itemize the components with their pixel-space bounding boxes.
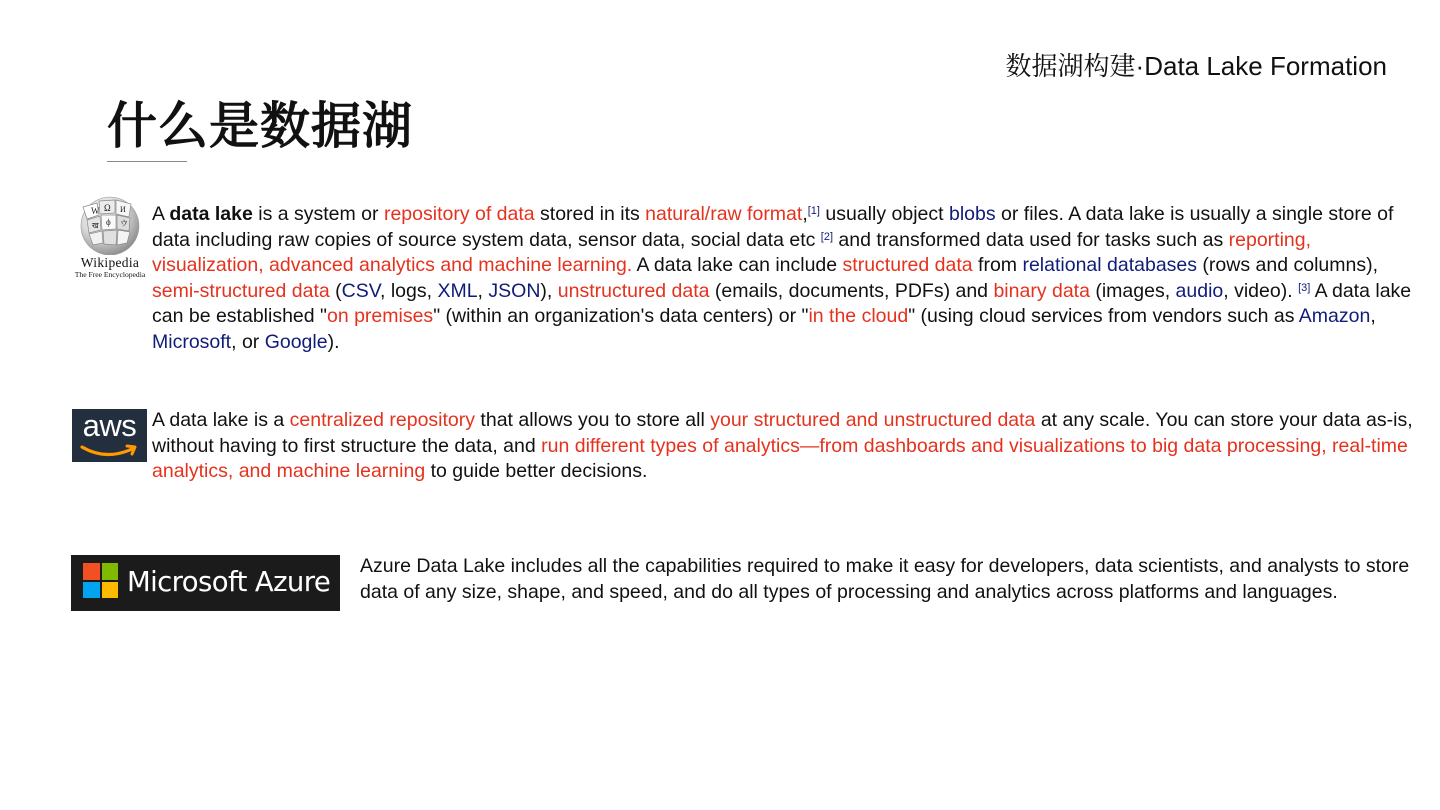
text-run: and transformed data used for tasks such as bbox=[833, 228, 1229, 251]
aws-definition bbox=[152, 408, 1420, 485]
aws-wordmark: aws bbox=[82, 408, 137, 443]
citation-ref[interactable]: [2] bbox=[820, 230, 834, 243]
aws-smile-icon bbox=[72, 409, 147, 462]
text-run: , or bbox=[231, 330, 265, 353]
text-run: semi-structured data bbox=[152, 279, 330, 302]
text-run: your structured and unstructured data bbox=[710, 409, 1036, 431]
azure-wordmark: Microsoft Azure bbox=[127, 566, 331, 598]
title-underline bbox=[107, 161, 187, 162]
text-link[interactable]: XML bbox=[437, 279, 478, 302]
svg-text:ख: ख bbox=[92, 221, 99, 230]
microsoft-azure-logo bbox=[71, 555, 340, 611]
text-run: " (within an organization's data centers) or " bbox=[433, 305, 809, 327]
text-run: reporting, visualization, advanced analytics and machine learning. bbox=[152, 228, 1312, 276]
text-run: from bbox=[972, 254, 1023, 276]
wikipedia-logo bbox=[72, 193, 148, 279]
text-run: , bbox=[477, 279, 489, 302]
svg-text:И: И bbox=[120, 205, 126, 214]
text-link[interactable]: Google bbox=[264, 330, 328, 353]
text-run: (emails, documents, PDFs) and bbox=[709, 279, 994, 302]
text-run: A data lake is a bbox=[152, 409, 290, 431]
text-run: structured data bbox=[842, 254, 973, 276]
text-run: or files. A data lake is usually a single store of data including raw copies of source system data, sensor data, social data etc bbox=[152, 203, 1394, 251]
text-run: , logs, bbox=[379, 279, 438, 302]
text-run: A data lake can be established " bbox=[152, 279, 1412, 327]
page-title: 什么是数据湖 bbox=[107, 97, 413, 155]
citation-ref[interactable]: [1] bbox=[807, 205, 820, 217]
svg-text:Ω: Ω bbox=[104, 203, 111, 213]
svg-text:ϕ: ϕ bbox=[106, 217, 111, 227]
text-run: binary data bbox=[993, 279, 1090, 302]
text-link[interactable]: JSON bbox=[488, 279, 541, 302]
text-run: natural/raw format bbox=[645, 203, 803, 225]
wikipedia-definition bbox=[152, 202, 1420, 355]
wikipedia-wordmark: Wikipedia bbox=[80, 255, 140, 270]
text-run: (images, bbox=[1089, 279, 1176, 302]
text-run: ), bbox=[540, 279, 558, 302]
text-run: is a system or bbox=[252, 203, 384, 225]
text-link[interactable]: relational databases bbox=[1022, 254, 1198, 276]
text-link[interactable]: audio bbox=[1175, 279, 1224, 302]
azure-definition bbox=[360, 554, 1420, 605]
text-run: unstructured data bbox=[557, 279, 710, 302]
header-title: 数据湖构建·Data Lake Formation bbox=[1005, 51, 1387, 81]
microsoft-squares-icon bbox=[83, 563, 119, 599]
text-run: (rows and columns), bbox=[1197, 254, 1378, 276]
text-run: data lake bbox=[169, 203, 253, 225]
text-run: A data lake can include bbox=[632, 254, 843, 276]
text-run: centralized repository bbox=[289, 409, 476, 431]
text-link[interactable]: CSV bbox=[341, 279, 380, 302]
text-run: " (using cloud services from vendors such as bbox=[908, 305, 1299, 327]
text-run: that allows you to store all bbox=[475, 409, 711, 431]
svg-text:ウ: ウ bbox=[120, 219, 128, 228]
text-link[interactable]: Microsoft bbox=[152, 330, 232, 353]
text-run: stored in its bbox=[534, 203, 646, 225]
text-run: , video). bbox=[1223, 279, 1299, 302]
text-run: on premises bbox=[326, 305, 434, 327]
citation-ref[interactable]: [3] bbox=[1298, 281, 1311, 294]
wikipedia-tagline: The Free Encyclopedia bbox=[74, 270, 146, 279]
text-run: repository of data bbox=[383, 203, 535, 225]
text-run: in the cloud bbox=[808, 305, 909, 327]
text-run: ( bbox=[329, 279, 342, 302]
text-run: , bbox=[802, 203, 808, 225]
aws-logo bbox=[72, 409, 147, 462]
text-run: Azure Data Lake includes all the capabilities required to make it easy for developers, data scientists, and analysts to store data of any size, shape, and speed, and do all types of processing and analytics across platforms and languages. bbox=[360, 555, 1410, 603]
text-run: ). bbox=[327, 330, 340, 353]
text-link[interactable]: blobs bbox=[948, 203, 996, 225]
text-link[interactable]: Amazon bbox=[1298, 305, 1371, 327]
text-run: A bbox=[152, 203, 170, 225]
text-run: , bbox=[1370, 305, 1376, 327]
svg-text:W: W bbox=[91, 206, 100, 216]
text-run: usually object bbox=[819, 203, 949, 225]
text-run: run different types of analytics—from dashboards and visualizations to big data processing, real-time analytics, and machine learning bbox=[152, 434, 1408, 482]
text-run: to guide better decisions. bbox=[425, 460, 648, 482]
text-run: at any scale. You can store your data as-is, without having to first structure the data, and bbox=[152, 409, 1413, 457]
wikipedia-globe-icon bbox=[75, 193, 145, 255]
